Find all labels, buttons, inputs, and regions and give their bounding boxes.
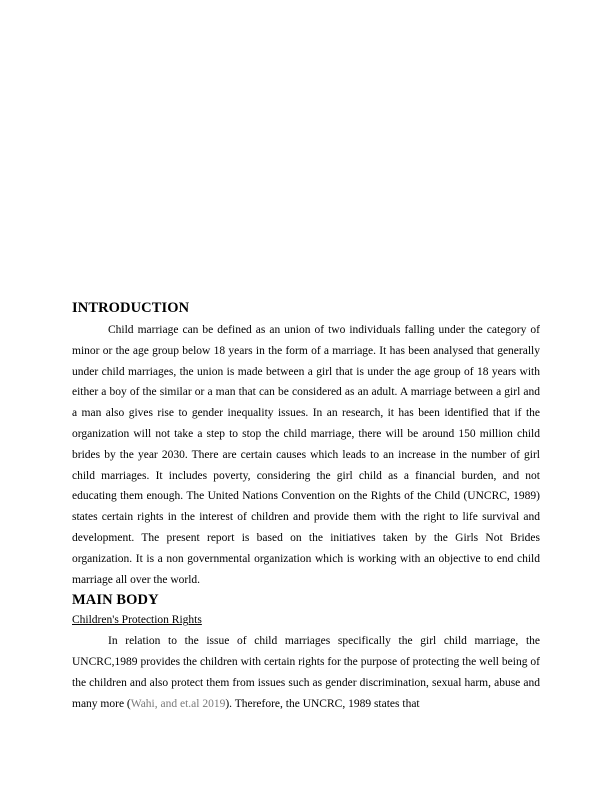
childrens-protection-rights-subheading: Children's Protection Rights <box>72 614 202 627</box>
page-content <box>72 298 540 714</box>
main-body-paragraph-text: In relation to the issue of child marriages specifically the girl child marriage, the UNCRC,1989 provides the children with certain rights for the purpose of protecting the well being of the children and also protect them from issues such as gender discrimination, sexual harm, abuse and many more ( <box>72 635 540 710</box>
introduction-heading: INTRODUCTION <box>72 300 190 316</box>
main-body-paragraph <box>72 631 540 714</box>
introduction-paragraph: Child marriage can be defined as an union of two individuals falling under the category of minor or the age group below 18 years in the form of a marriage. It has been analysed that generally under child marriages, the union is made between a girl that is under the age group of 18 years with either a boy of the similar or a man that can be considered as an adult. A marriage between a girl and a man also gives rise to gender inequality issues. In an research, it has been identified that if the organization will not take a step to stop the child marriage, there will be around 150 million child brides by the year 2030. There are certain causes which leads to an increase in the number of girl child marriages. It includes poverty, considering the girl child as a financial burden, and not educating them enough. The United Nations Convention on the Rights of the Child (UNCRC, 1989) states certain rights in the interest of children and provide them with the right to life survival and development. The present report is based on the initiatives taken by the Girls Not Brides organization. It is a non governmental organization which is working with an objective to end child marriage all over the world. <box>72 324 540 586</box>
citation-wahi-2019: Wahi, and et.al 2019 <box>130 697 226 710</box>
main-body-paragraph-continuation: ). Therefore, the UNCRC, 1989 states that <box>225 697 420 710</box>
main-body-heading: MAIN BODY <box>72 592 159 609</box>
